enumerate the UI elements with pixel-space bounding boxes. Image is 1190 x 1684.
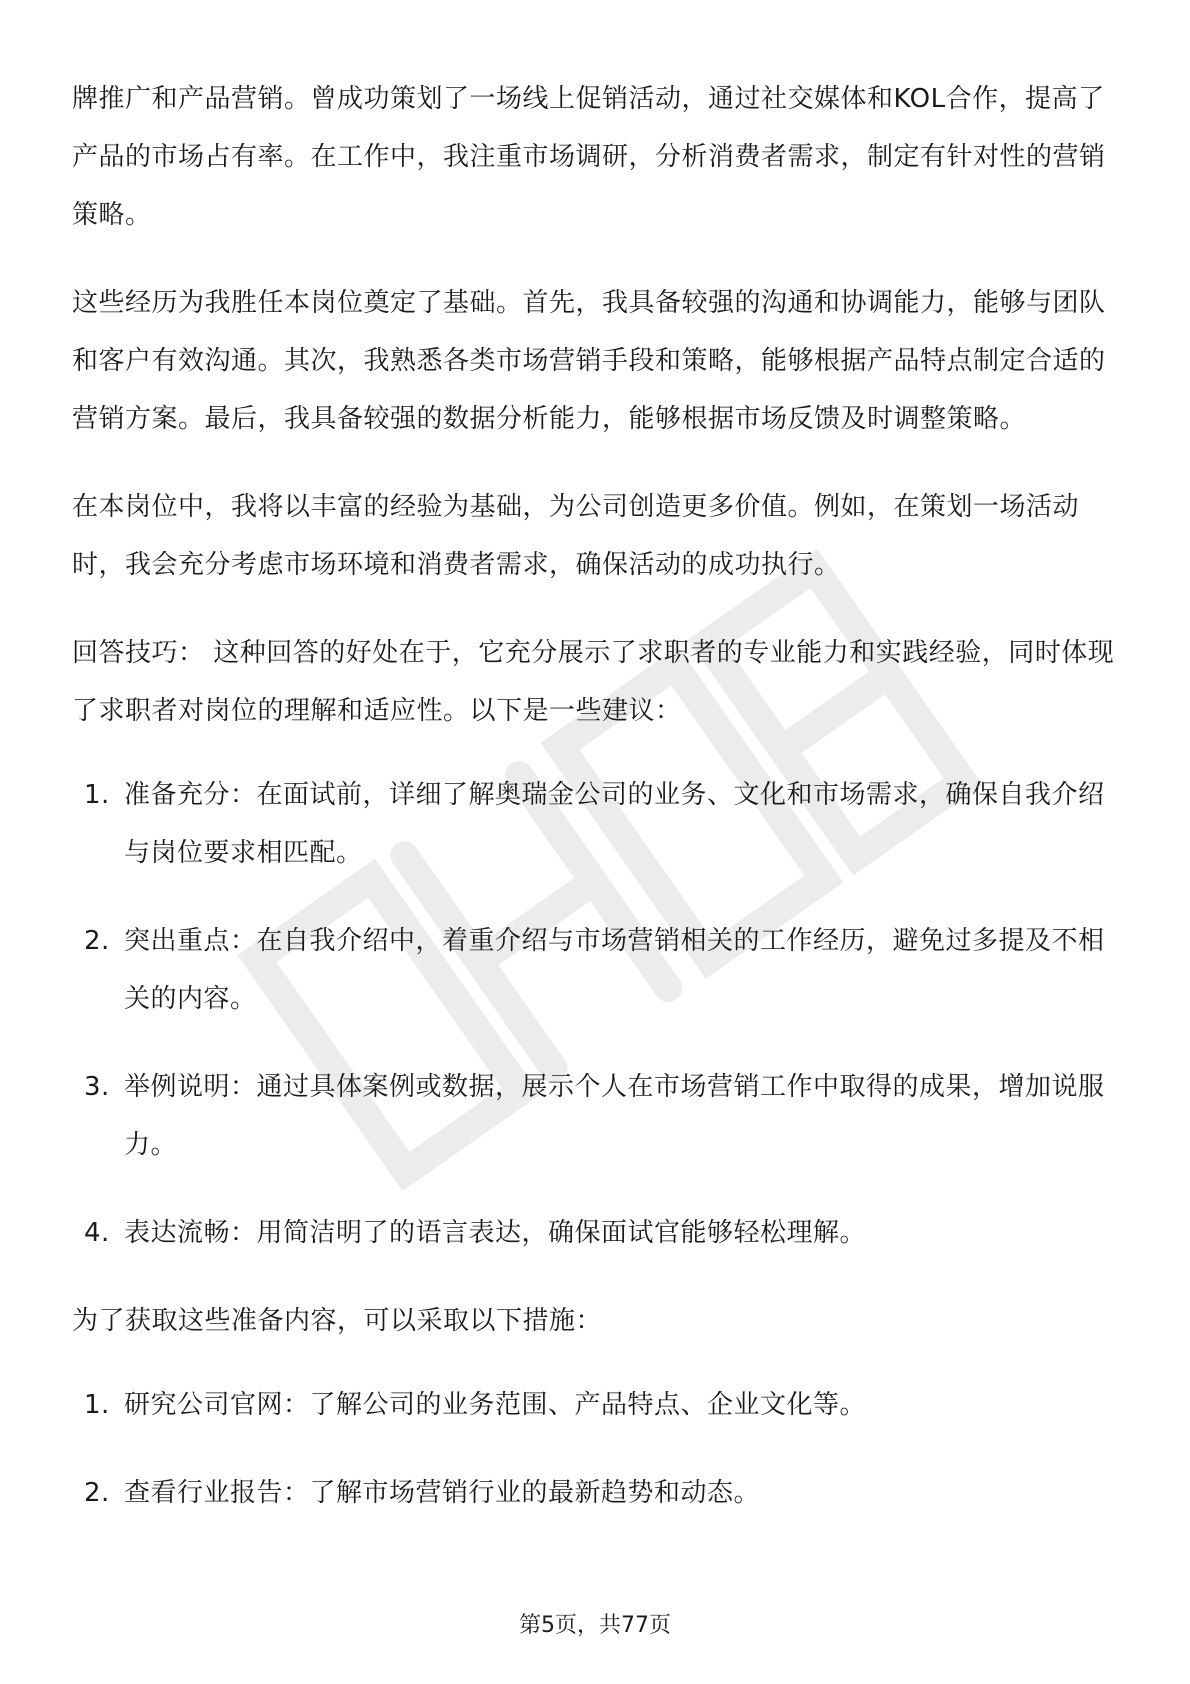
list-text: 举例说明：通过具体案例或数据，展示个人在市场营销工作中取得的成果，增加说服力。 bbox=[124, 1072, 1105, 1160]
tips-list bbox=[72, 766, 1122, 1262]
document-body bbox=[72, 70, 1122, 1552]
list-number: 2. bbox=[84, 926, 110, 956]
list-number: 3. bbox=[84, 1072, 110, 1102]
list-number: 4. bbox=[84, 1218, 110, 1248]
list-item bbox=[72, 1058, 1122, 1174]
list-number: 1. bbox=[84, 1390, 110, 1420]
list-text: 表达流畅：用简洁明了的语言表达，确保面试官能够轻松理解。 bbox=[124, 1218, 867, 1248]
page-footer: 第5页，共77页 bbox=[519, 1613, 671, 1638]
list-text: 研究公司官网：了解公司的业务范围、产品特点、企业文化等。 bbox=[124, 1390, 867, 1420]
paragraph-qualifications: 这些经历为我胜任本岗位奠定了基础。首先，我具备较强的沟通和协调能力，能够与团队和客户有效沟通。其次，我熟悉各类市场营销手段和策略，能够根据产品特点制定合适的营销方案。最后，我具备较强的数据分析能力，能够根据市场反馈及时调整策略。 bbox=[72, 288, 1106, 434]
list-item bbox=[72, 912, 1122, 1028]
paragraph-answer-tips: 回答技巧： 这种回答的好处在于，它充分展示了求职者的专业能力和实践经验，同时体现了求职者对岗位的理解和适应性。以下是一些建议： bbox=[72, 638, 1115, 726]
list-item bbox=[72, 1376, 1122, 1434]
list-text: 准备充分：在面试前，详细了解奥瑞金公司的业务、文化和市场需求，确保自我介绍与岗位要求相匹配。 bbox=[124, 780, 1105, 868]
list-item bbox=[72, 766, 1122, 882]
paragraph-measures-intro: 为了获取这些准备内容，可以采取以下措施： bbox=[72, 1306, 603, 1336]
list-text: 查看行业报告：了解市场营销行业的最新趋势和动态。 bbox=[124, 1478, 761, 1508]
paragraph-value: 在本岗位中，我将以丰富的经验为基础，为公司创造更多价值。例如，在策划一场活动时，我会充分考虑市场环境和消费者需求，确保活动的成功执行。 bbox=[72, 492, 1080, 580]
list-number: 1. bbox=[84, 780, 110, 810]
paragraph-experience: 牌推广和产品营销。曾成功策划了一场线上促销活动，通过社交媒体和KOL合作，提高了产品的市场占有率。在工作中，我注重市场调研，分析消费者需求，制定有针对性的营销策略。 bbox=[72, 84, 1106, 230]
list-item bbox=[72, 1204, 1122, 1262]
measures-list bbox=[72, 1376, 1122, 1522]
list-number: 2. bbox=[84, 1478, 110, 1508]
list-item bbox=[72, 1464, 1122, 1522]
list-text: 突出重点：在自我介绍中，着重介绍与市场营销相关的工作经历，避免过多提及不相关的内容。 bbox=[124, 926, 1105, 1014]
